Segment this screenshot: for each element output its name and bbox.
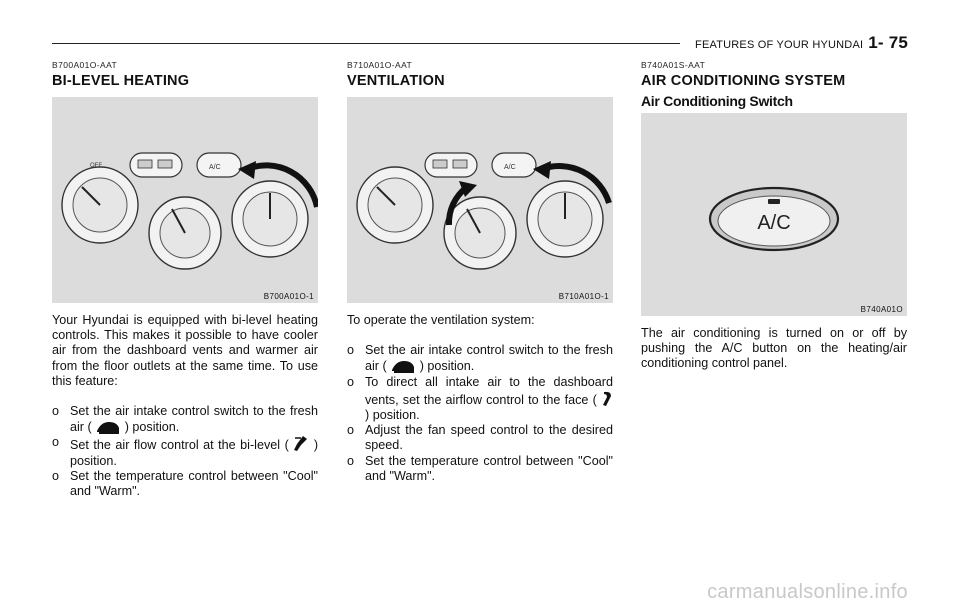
- climate-panel-illustration: [347, 97, 613, 303]
- section-bi-level-heating: [52, 60, 318, 499]
- list-item: o Set the temperature control between "Cool" and "Warm".: [52, 468, 318, 499]
- chapter-title: FEATURES OF YOUR HYUNDAI: [695, 39, 864, 51]
- page-header: [695, 33, 908, 53]
- off-label: OFF: [90, 163, 102, 169]
- list-item: o Set the temperature control between "Cool" and "Warm".: [347, 453, 613, 483]
- section-subtitle: Air Conditioning Switch: [641, 93, 793, 109]
- page-number: 1- 75: [868, 33, 908, 52]
- instruction-list: [347, 343, 613, 484]
- figure-ac-switch: [641, 113, 907, 316]
- face-vent-icon: [601, 390, 613, 408]
- section-title: VENTILATION: [347, 73, 445, 89]
- bi-level-icon: [293, 435, 309, 453]
- figure-code: B740A01O: [860, 305, 903, 314]
- intro-paragraph: To operate the ventilation system:: [347, 313, 535, 327]
- section-title: AIR CONDITIONING SYSTEM: [641, 73, 846, 89]
- figure-code: B710A01O-1: [558, 292, 609, 301]
- section-code: B740A01S-AAT: [641, 60, 706, 70]
- fresh-air-icon: [95, 419, 121, 435]
- figure-code: B700A01O-1: [263, 292, 314, 301]
- ac-label: A/C: [209, 164, 221, 171]
- figure-ventilation-panel: [347, 97, 613, 303]
- intro-paragraph: Your Hyundai is equipped with bi-level heating controls. This makes it possible to have cooler air from the dashboard vents and warmer air from the floor outlets at the same time. To use this feature:: [52, 313, 318, 388]
- fresh-air-icon: [390, 358, 416, 374]
- ac-label: A/C: [504, 164, 516, 171]
- section-code: B700A01O-AAT: [52, 60, 118, 70]
- list-item: o To direct all intake air to the dashboard vents, set the airflow control to the face ( ) position.: [347, 374, 613, 423]
- ac-button-illustration: [641, 113, 907, 316]
- section-ventilation: [347, 60, 613, 484]
- climate-panel-illustration: [52, 97, 318, 303]
- figure-bi-level-panel: [52, 97, 318, 303]
- section-air-conditioning: [641, 60, 907, 372]
- section-title: BI-LEVEL HEATING: [52, 73, 190, 89]
- list-item: o Set the air flow control at the bi-level ( ) position.: [52, 435, 319, 468]
- list-item: o Set the air intake control switch to the fresh air ( ) position.: [52, 404, 318, 435]
- list-item: o Set the air intake control switch to the fresh air ( ) position.: [347, 343, 613, 374]
- body-paragraph: The air conditioning is turned on or off by pushing the A/C button on the heating/air conditioning control panel.: [641, 326, 907, 371]
- header-rule: [52, 43, 680, 44]
- instruction-list: [52, 404, 318, 499]
- ac-button-label: A/C: [757, 212, 791, 234]
- section-code: B710A01O-AAT: [347, 60, 413, 70]
- list-item: o Adjust the fan speed control to the desired speed.: [347, 423, 613, 453]
- watermark: carmanualsonline.info: [707, 581, 908, 603]
